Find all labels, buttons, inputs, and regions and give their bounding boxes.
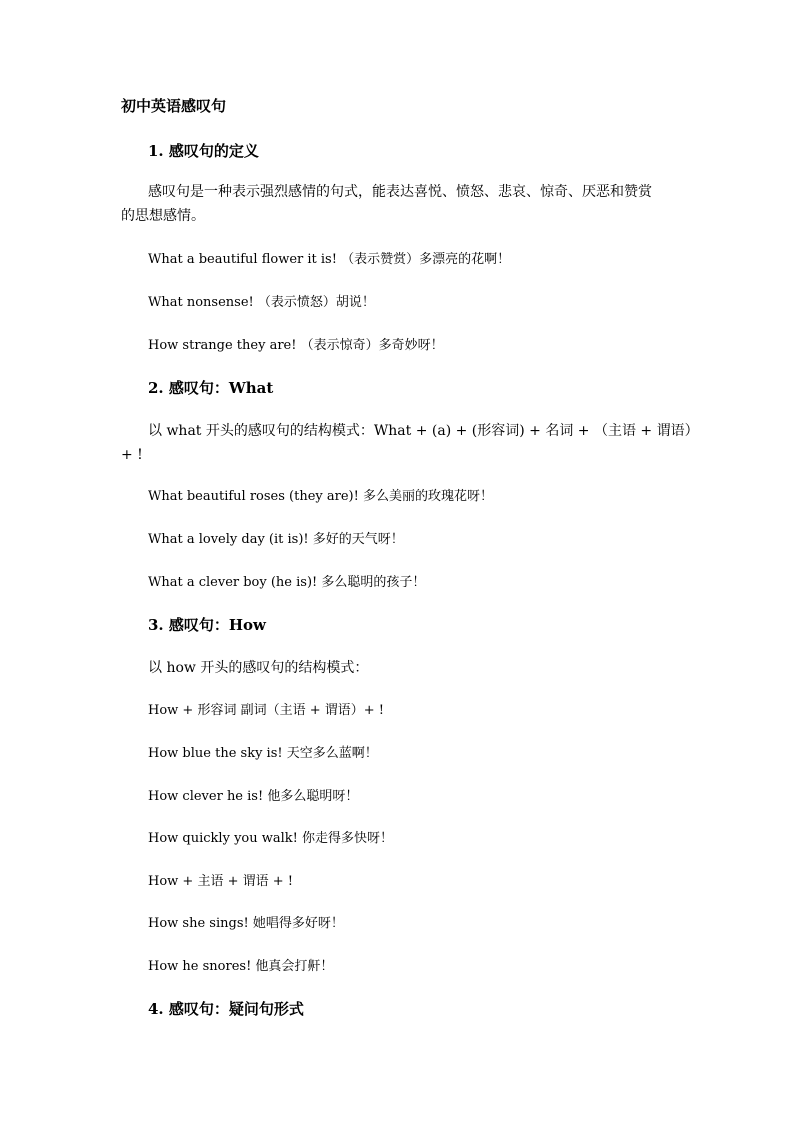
example-sentence: What a clever boy (he is)! 多么聪明的孩子！	[148, 575, 426, 590]
structure-pattern: How + 形容词 副词（主语 + 谓语）+ !	[148, 703, 384, 718]
example-sentence: How she sings! 她唱得多好呀！	[148, 916, 344, 931]
section-2-pattern: 以 what 开头的感叹句的结构模式：What + (a) + (形容词) + 名词 + （主语 + 谓语）	[148, 423, 699, 439]
section-2-heading: 2. 感叹句：What	[148, 379, 274, 397]
section-1-intro: 感叹句是一种表示强烈感情的句式，能表达喜悦、愤怒、悲哀、惊奇、厌恶和赞赏	[148, 184, 652, 200]
section-3-pattern: 以 how 开头的感叹句的结构模式：	[148, 660, 369, 676]
example-sentence: What beautiful roses (they are)! 多么美丽的玫瑰花呀！	[148, 489, 493, 504]
example-sentence: How quickly you walk! 你走得多快呀！	[148, 831, 394, 846]
section-2-pattern-continued: + !	[121, 447, 143, 463]
example-sentence: How clever he is! 他多么聪明呀！	[148, 789, 359, 804]
example-sentence: What a beautiful flower it is! （表示赞赏）多漂亮的花啊！	[148, 252, 511, 267]
page-title: 初中英语感叹句	[121, 97, 227, 115]
example-sentence: What nonsense! （表示愤怒）胡说！	[148, 295, 375, 310]
example-sentence: How he snores! 他真会打鼾！	[148, 959, 334, 974]
example-sentence: How strange they are! （表示惊奇）多奇妙呀！	[148, 338, 444, 353]
section-1-intro-continued: 的思想感情。	[121, 208, 205, 224]
example-sentence: What a lovely day (it is)! 多好的天气呀！	[148, 532, 404, 547]
section-3-heading: 3. 感叹句：How	[148, 616, 266, 634]
section-1-heading: 1. 感叹句的定义	[148, 142, 259, 160]
section-4-heading: 4. 感叹句：疑问句形式	[148, 1000, 304, 1018]
example-sentence: How blue the sky is! 天空多么蓝啊！	[148, 746, 378, 761]
structure-pattern: How + 主语 + 谓语 + !	[148, 874, 293, 889]
